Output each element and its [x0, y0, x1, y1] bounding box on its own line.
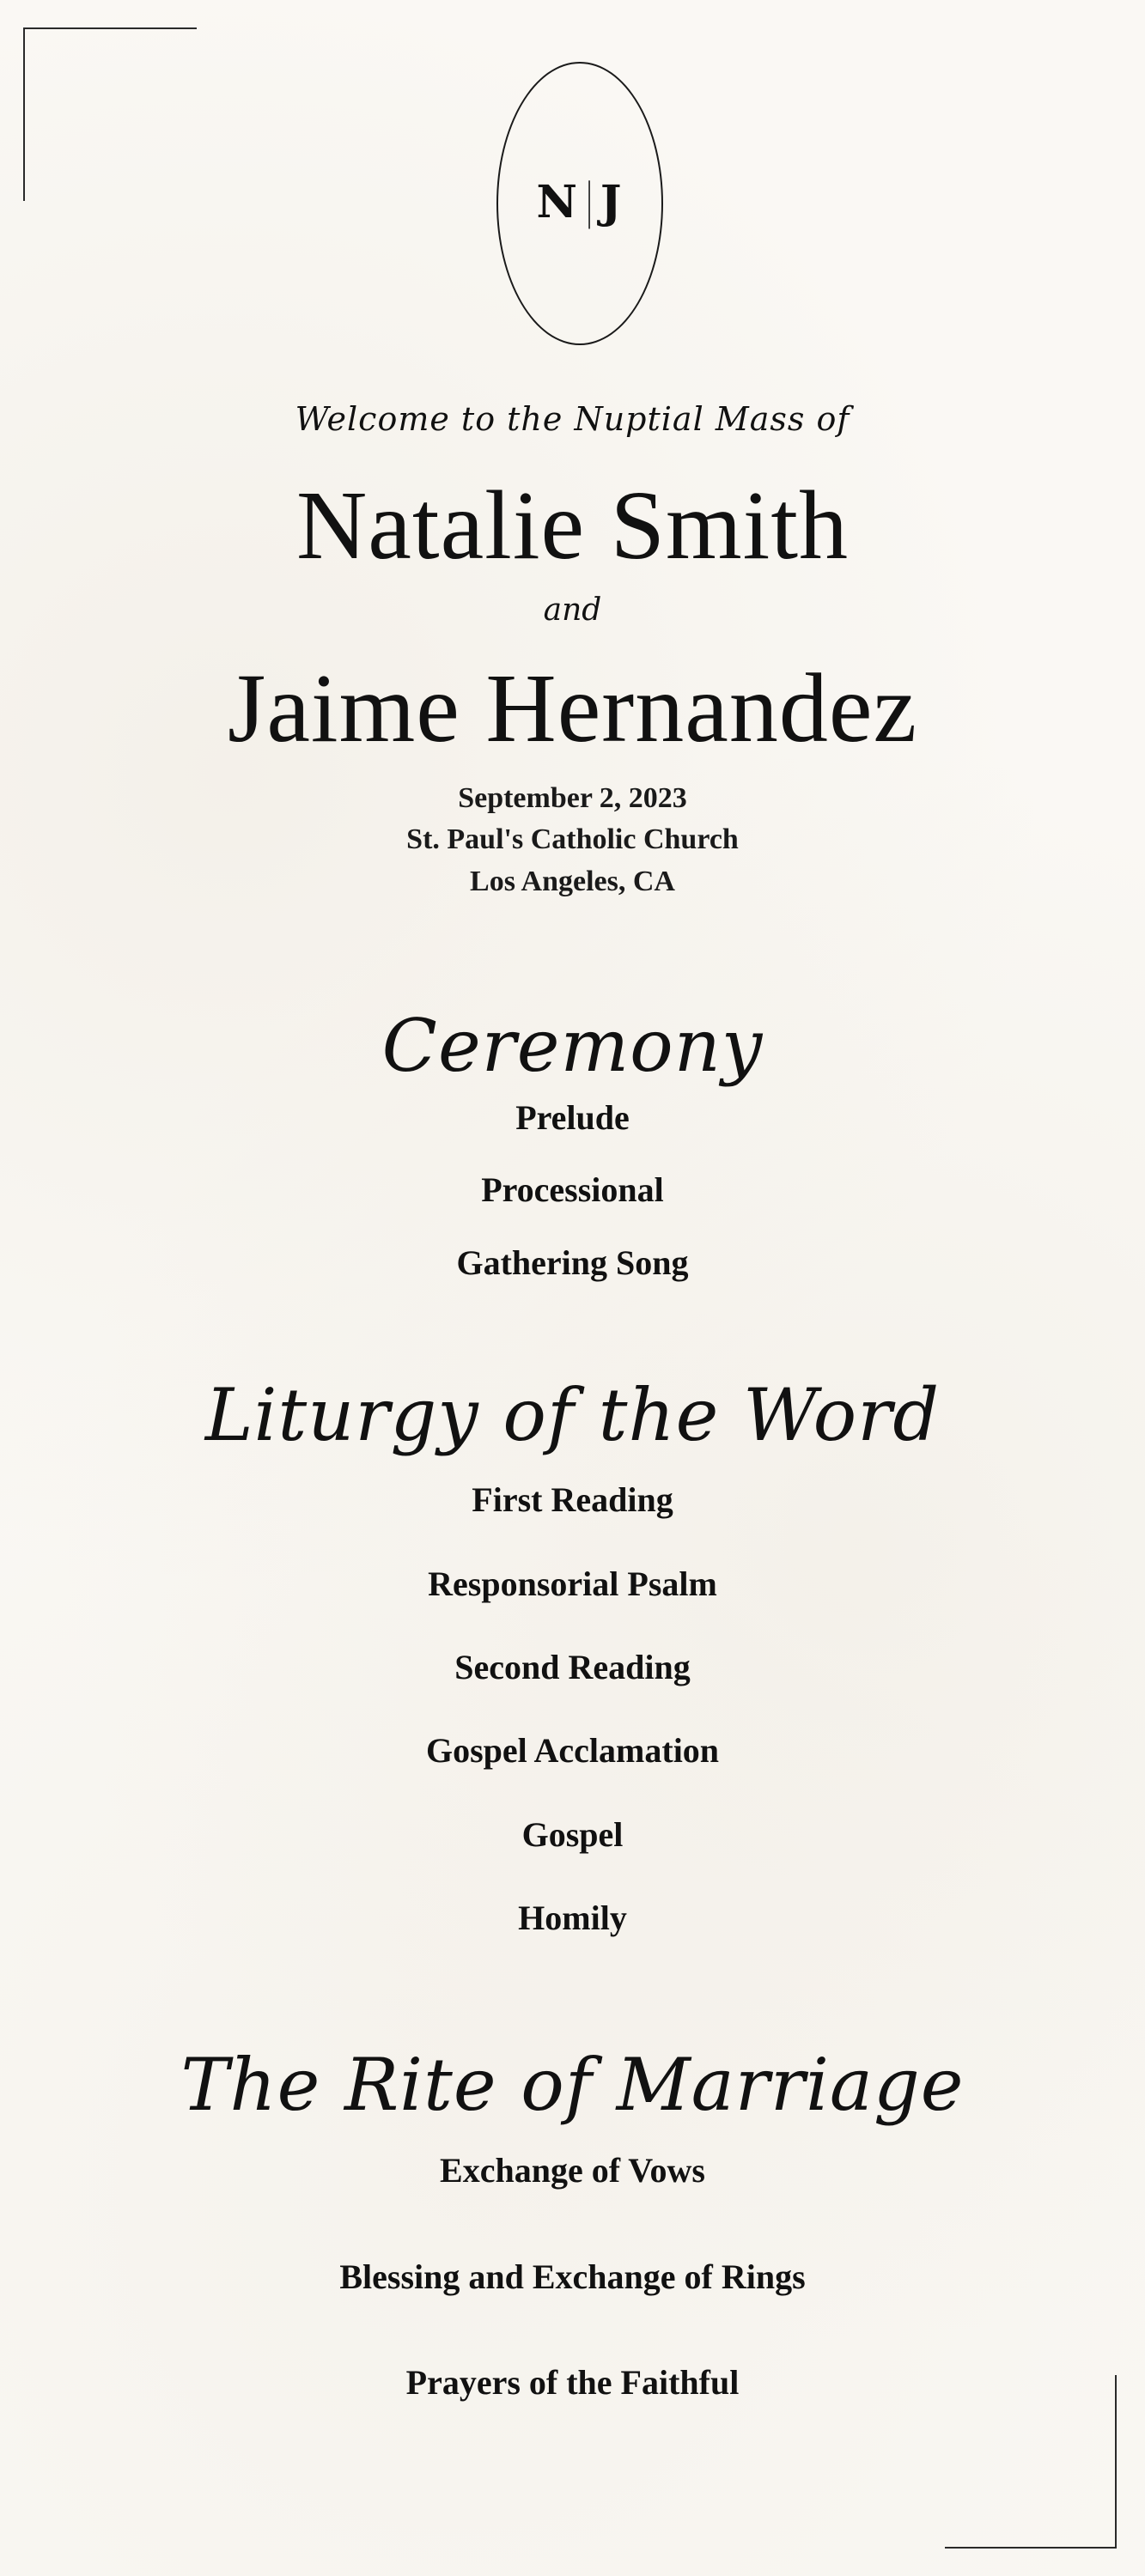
- program-item: Homily: [518, 1899, 627, 1937]
- groom-name: Jaime Hernandez: [227, 653, 918, 762]
- conjunction-and: and: [543, 592, 602, 628]
- venue-name: St. Paul's Catholic Church: [406, 823, 739, 855]
- monogram: [496, 163, 663, 241]
- bride-name: Natalie Smith: [295, 471, 850, 580]
- welcome-line: Welcome to the Nuptial Mass of: [295, 400, 850, 438]
- section-title-liturgy: Liturgy of the Word: [204, 1373, 941, 1457]
- venue-location: Los Angeles, CA: [470, 866, 675, 897]
- monogram-initial-j: J: [600, 176, 624, 228]
- program-item: Gospel: [521, 1815, 624, 1854]
- wedding-date: September 2, 2023: [458, 782, 687, 814]
- section-title-rite-of-marriage: The Rite of Marriage: [180, 2043, 965, 2127]
- monogram-initial-n: N: [536, 176, 580, 228]
- program-item: Responsorial Psalm: [428, 1564, 717, 1603]
- program-item: Prayers of the Faithful: [405, 2363, 740, 2402]
- program-item: Gathering Song: [456, 1243, 689, 1282]
- program-item: Prelude: [515, 1098, 630, 1137]
- program-item: First Reading: [472, 1480, 673, 1519]
- monogram-separator: |: [586, 173, 594, 229]
- program-item: Processional: [481, 1170, 664, 1209]
- decorative-corner-top-left: [23, 27, 197, 201]
- program-item: Gospel Acclamation: [425, 1731, 720, 1770]
- program-item: Exchange of Vows: [440, 2151, 705, 2190]
- program-item: Second Reading: [454, 1648, 691, 1686]
- program-item: Blessing and Exchange of Rings: [339, 2257, 806, 2296]
- section-title-ceremony: Ceremony: [381, 1004, 764, 1088]
